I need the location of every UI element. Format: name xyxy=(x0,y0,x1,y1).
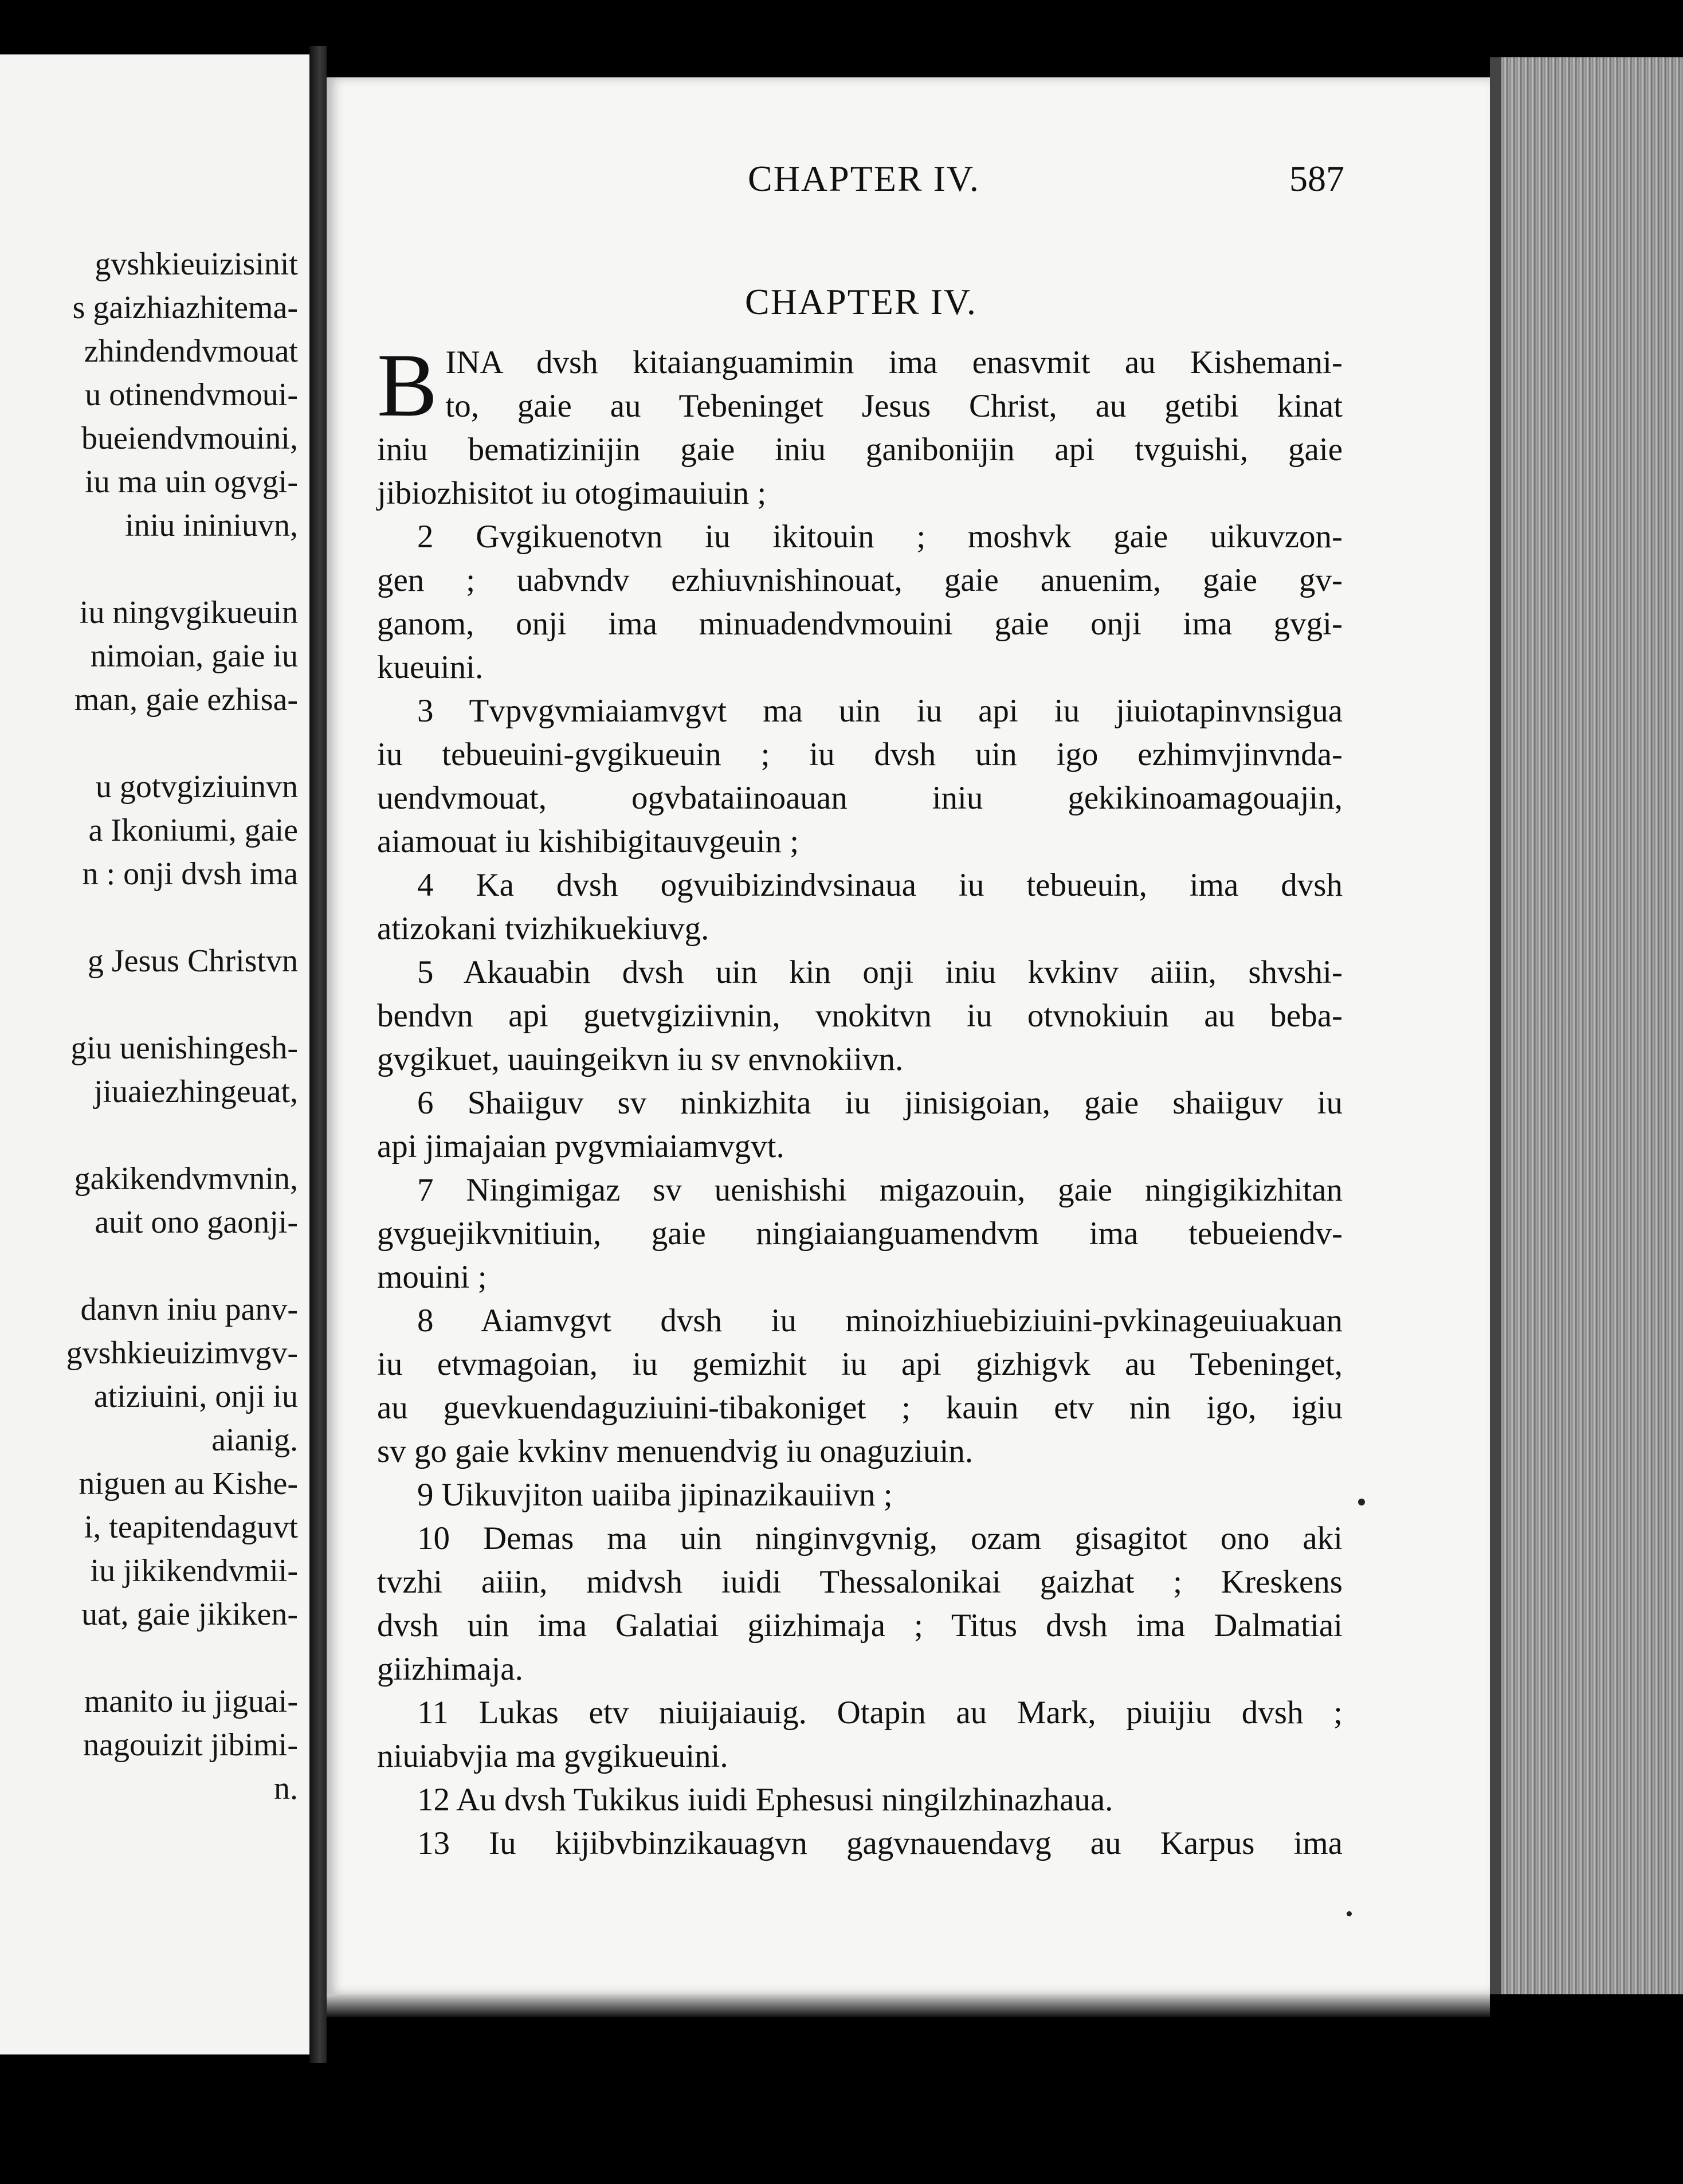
text-line: uendvmouat, ogvbataiinoauan iniu gekikinoamagouajin, xyxy=(377,780,1343,816)
previous-page-line: iu ma uin ogvgi- xyxy=(85,464,298,500)
previous-page-line: n. xyxy=(274,1771,298,1806)
text-line: iu tebueuini-gvgikueuin ; iu dvsh uin igo ezhimvjinvnda- xyxy=(377,736,1343,773)
text-line: iu etvmagoian, iu gemizhit iu api gizhigvk au Tebeninget, xyxy=(377,1346,1343,1382)
text-line: gvgikuet, uauingeikvn iu sv envnokiivn. xyxy=(377,1041,904,1077)
previous-page-line: g Jesus Christvn xyxy=(87,943,298,979)
text-line: 4 Ka dvsh ogvuibizindvsinaua iu tebueuin, ima dvsh xyxy=(417,867,1343,903)
text-line: 9 Uikuvjiton uaiiba jipinazikauiivn ; xyxy=(417,1477,893,1513)
text-line: aiamouat iu kishibigitauvgeuin ; xyxy=(377,824,799,860)
text-line: 8 Aiamvgvt dvsh iu minoizhiuebiziuini-pvkinageuiuakuan xyxy=(417,1303,1343,1339)
text-line: sv go gaie kvkinv menuendvig iu onaguziuin. xyxy=(377,1433,974,1469)
previous-page-line: i, teapitendaguvt xyxy=(84,1509,298,1545)
running-header-title: CHAPTER IV. xyxy=(748,158,980,199)
previous-page-line: gvshkieuizimvgv- xyxy=(66,1335,298,1371)
text-line: niuiabvjia ma gvgikueuini. xyxy=(377,1738,728,1774)
chapter-heading: CHAPTER IV. xyxy=(745,281,977,322)
text-line: mouini ; xyxy=(377,1259,487,1295)
text-line: ganom, onji ima minuadendvmouini gaie onji ima gvgi- xyxy=(377,606,1343,642)
text-line: au guevkuendaguziuini-tibakoniget ; kauin etv nin igo, igiu xyxy=(377,1390,1343,1426)
ink-speck xyxy=(1347,1911,1352,1916)
previous-page-line: u otinendvmoui- xyxy=(85,377,298,413)
previous-page-line: iniu ininiuvn, xyxy=(125,508,298,543)
text-line: 5 Akauabin dvsh uin kin onji iniu kvkinv aiiin, shvshi- xyxy=(417,954,1343,990)
text-line: 10 Demas ma uin ninginvgvnig, ozam gisagitot ono aki xyxy=(417,1520,1343,1556)
previous-page-line: bueiendvmouini, xyxy=(81,421,298,456)
previous-page-line: u gotvgiziuinvn xyxy=(95,769,298,805)
page-number: 587 xyxy=(1289,158,1344,199)
text-line: 7 Ningimigaz sv uenishishi migazouin, gaie ningigikizhitan xyxy=(417,1172,1343,1208)
text-line: INA dvsh kitaianguamimin ima enasvmit au Kishemani- xyxy=(445,344,1343,381)
current-page xyxy=(327,77,1490,1994)
previous-page-line: aianig. xyxy=(211,1422,298,1458)
previous-page-line: n : onji dvsh ima xyxy=(82,856,298,892)
ink-speck xyxy=(1358,1499,1365,1505)
previous-page-line: giu uenishingesh- xyxy=(70,1030,298,1066)
previous-page-line: uat, gaie jikiken- xyxy=(81,1597,298,1632)
previous-page-line: iu jikikendvmii- xyxy=(90,1553,298,1589)
previous-page-line: a Ikoniumi, gaie xyxy=(88,813,298,848)
book-gutter xyxy=(309,46,327,2063)
previous-page-line: nimoian, gaie iu xyxy=(90,638,298,674)
previous-page-line: manito iu jiguai- xyxy=(84,1684,298,1719)
chapter-body xyxy=(377,335,1343,1865)
text-line: 2 Gvgikuenotvn iu ikitouin ; moshvk gaie uikuvzon- xyxy=(417,519,1343,555)
text-line: gen ; uabvndv ezhiuvnishinouat, gaie anuenim, gaie gv- xyxy=(377,562,1343,598)
text-line: atizokani tvizhikuekiuvg. xyxy=(377,911,709,947)
text-line: bendvn api guetvgiziivnin, vnokitvn iu otvnokiuin au beba- xyxy=(377,998,1343,1034)
text-line: 11 Lukas etv niuijaiauig. Otapin au Mark, piuijiu dvsh ; xyxy=(417,1695,1343,1731)
previous-page-line: iu ningvgikueuin xyxy=(79,595,298,630)
previous-page-line: gakikendvmvnin, xyxy=(74,1161,298,1197)
text-line: dvsh uin ima Galatiai giizhimaja ; Titus dvsh ima Dalmatiai xyxy=(377,1607,1343,1644)
text-line: api jimajaian pvgvmiaiamvgvt. xyxy=(377,1128,784,1164)
previous-page-line: zhindendvmouat xyxy=(84,334,298,369)
previous-page-line: s gaizhiazhitema- xyxy=(72,290,298,326)
previous-page-line: auit ono gaonji- xyxy=(95,1205,298,1240)
text-line: jibiozhisitot iu otogimauiuin ; xyxy=(377,475,767,511)
previous-page-line: danvn iniu panv- xyxy=(80,1292,298,1327)
previous-page-line: jiuaiezhingeuat, xyxy=(93,1074,298,1109)
previous-page xyxy=(0,54,313,2054)
text-line: giizhimaja. xyxy=(377,1651,523,1687)
text-line: iniu bematizinijin gaie iniu ganibonijin api tvguishi, gaie xyxy=(377,432,1343,468)
page-edge-shadow xyxy=(1490,57,1501,1994)
text-line: tvzhi aiiin, midvsh iuidi Thessalonikai gaizhat ; Kreskens xyxy=(377,1564,1343,1600)
previous-page-line: niguen au Kishe- xyxy=(79,1466,298,1501)
text-line: kueuini. xyxy=(377,649,484,685)
text-line: 12 Au dvsh Tukikus iuidi Ephesusi ningilzhinazhaua. xyxy=(417,1782,1113,1818)
previous-page-line: atiziuini, onji iu xyxy=(93,1379,298,1414)
text-line: 6 Shaiiguv sv ninkizhita iu jinisigoian, gaie shaiiguv iu xyxy=(417,1085,1343,1121)
text-line: to, gaie au Tebeninget Jesus Christ, au getibi kinat xyxy=(445,388,1343,424)
text-line: 3 Tvpvgvmiaiamvgvt ma uin iu api iu jiuiotapinvnsigua xyxy=(417,693,1343,729)
page-edges xyxy=(1490,57,1683,1994)
drop-cap: B xyxy=(377,335,438,436)
page-bottom-shadow xyxy=(327,1994,1490,2017)
text-line: gvguejikvnitiuin, gaie ningiaianguamendvm ima tebueiendv- xyxy=(377,1215,1343,1252)
previous-page-line: gvshkieuizisinit xyxy=(95,246,298,282)
text-line: 13 Iu kijibvbinzikauagvn gagvnauendavg au Karpus ima xyxy=(417,1825,1343,1861)
previous-page-line: man, gaie ezhisa- xyxy=(74,682,298,717)
previous-page-line: nagouizit jibimi- xyxy=(83,1727,298,1763)
